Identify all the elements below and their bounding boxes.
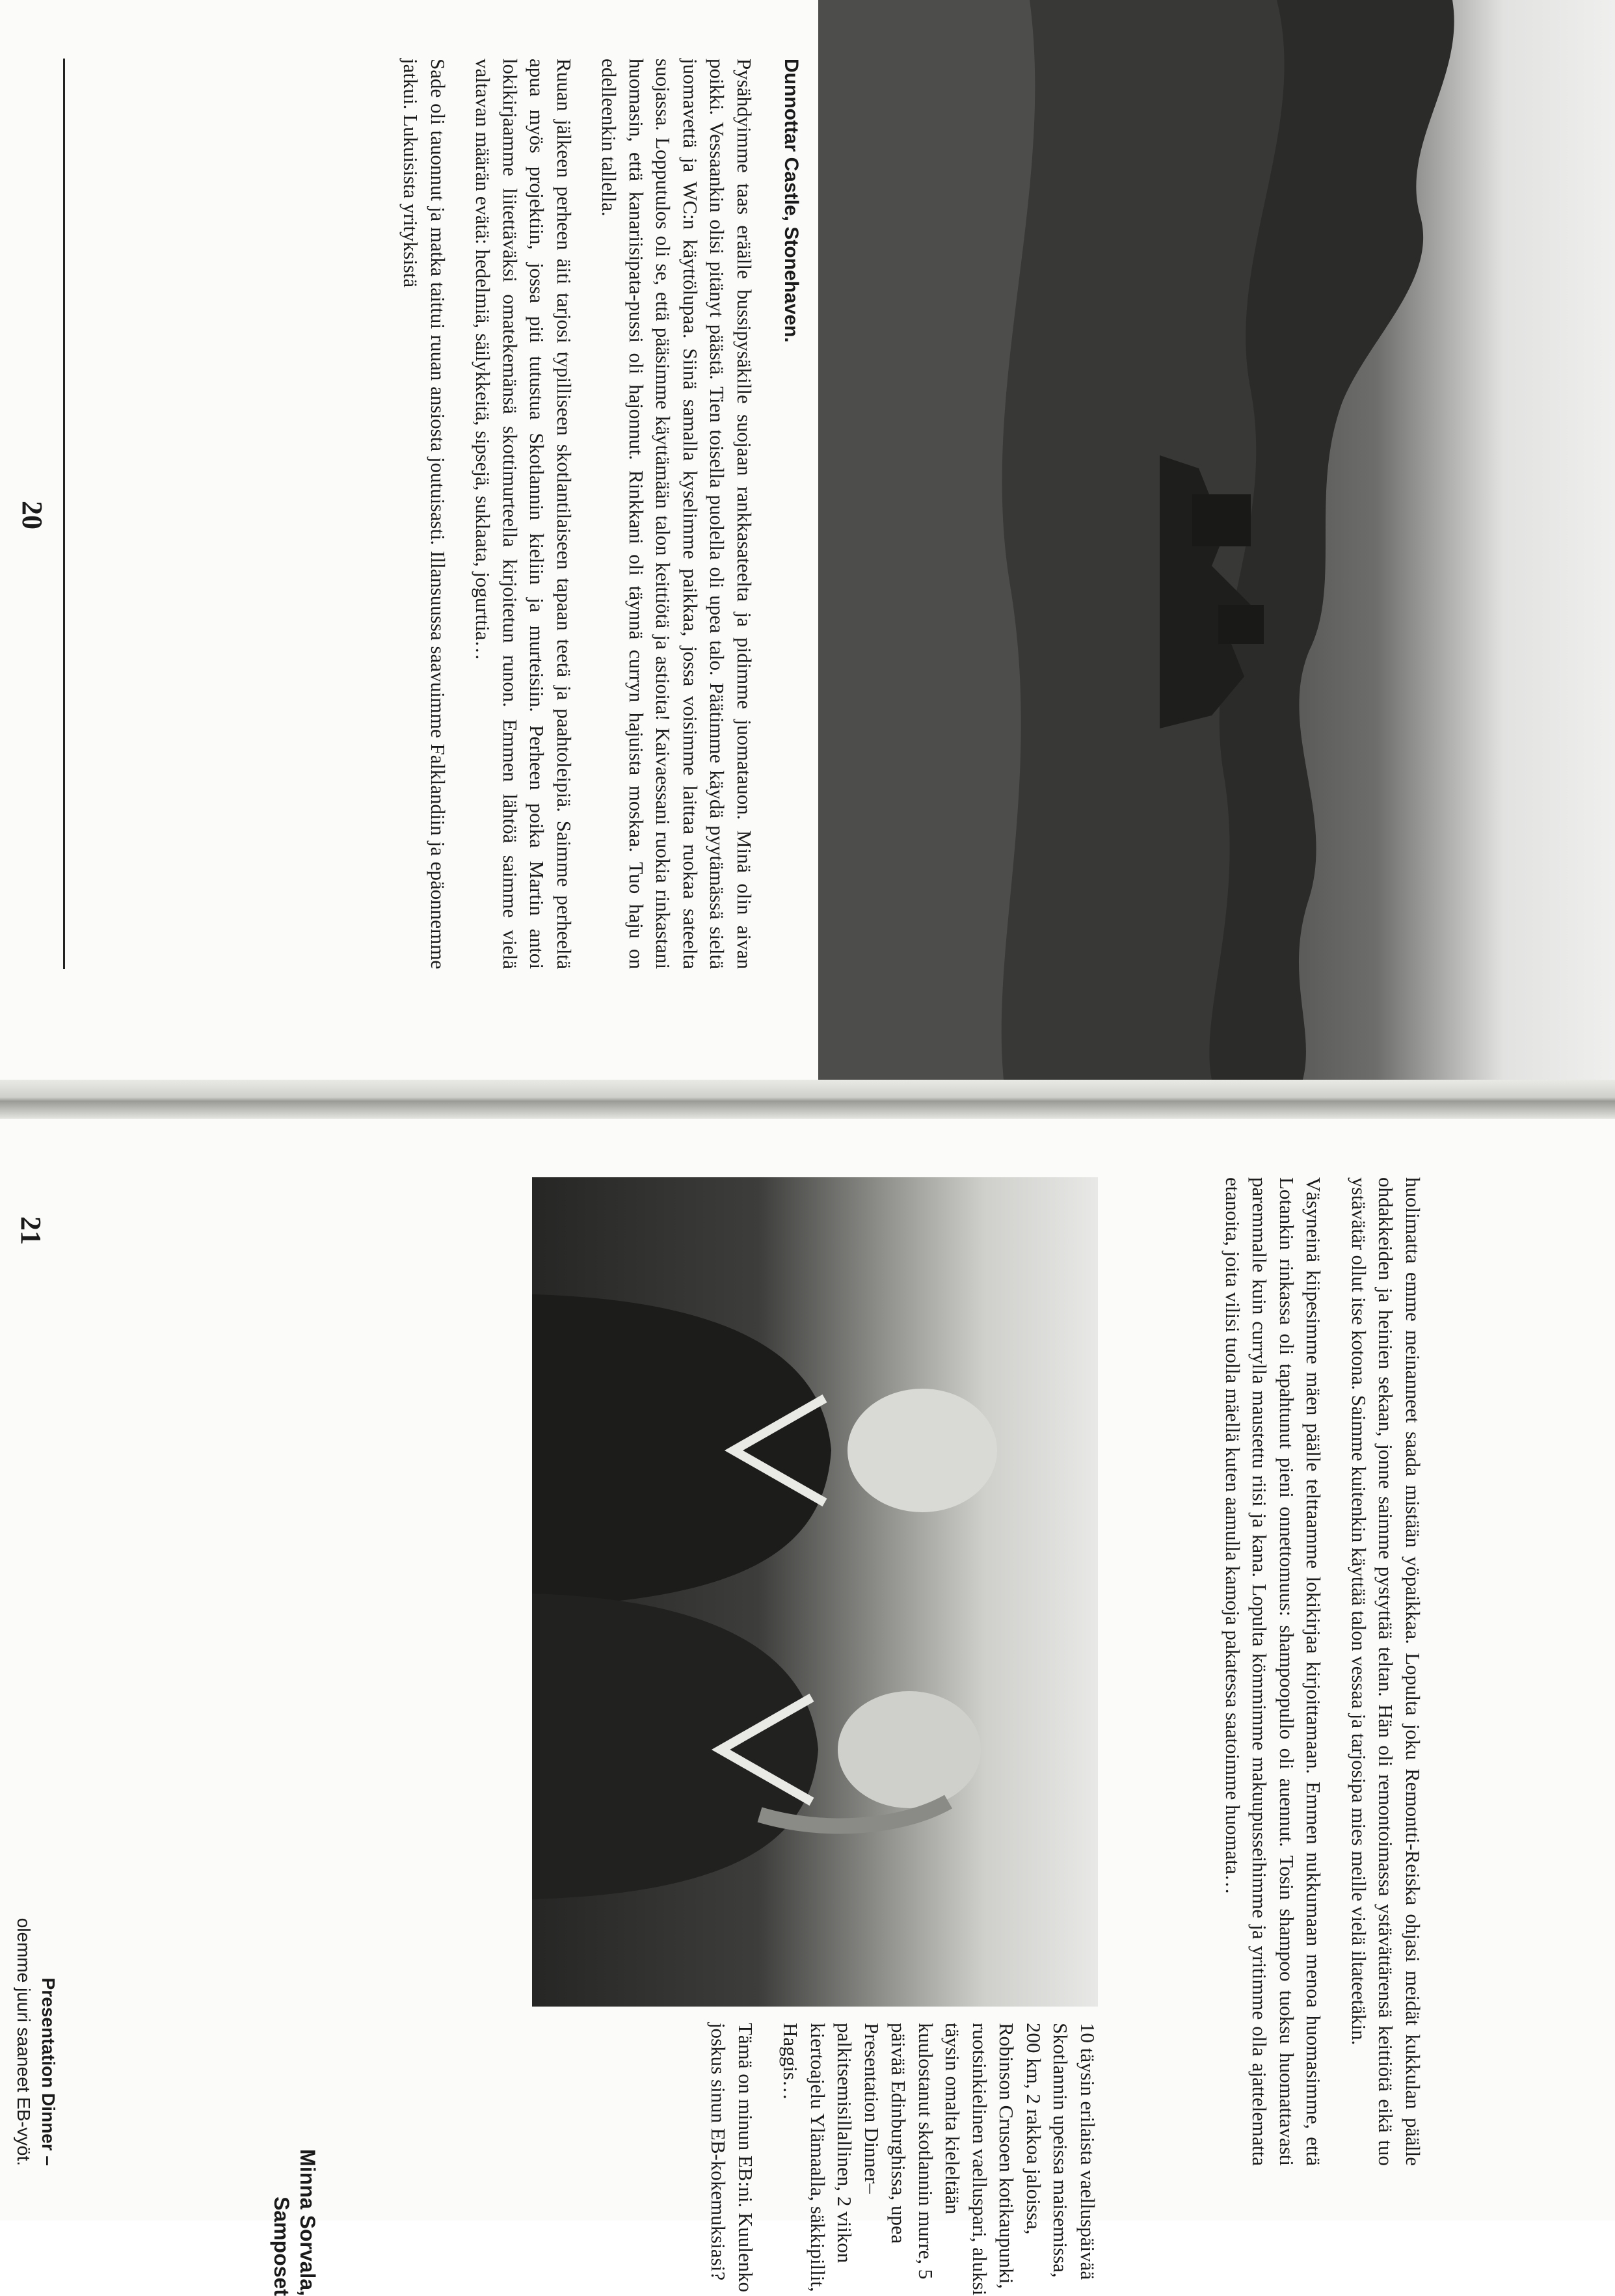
page-number-20: 20 — [16, 501, 48, 529]
dinner-photo-art — [532, 1177, 1098, 2007]
page-20 — [0, 0, 1615, 1080]
page-21-body — [1201, 1177, 1427, 2166]
paragraph-3: Sade oli tauonnut ja matka taittui ruuan ansiosta joutuisasti. Illansuussa saavuimme Falklandiin ja epäonnemme jatkui. Lukuisista yrityksistä — [399, 59, 449, 969]
castle-photo — [818, 0, 1615, 1080]
signature — [269, 2023, 321, 2296]
paragraph-5: Väsyneinä kiipesimme mäen päälle telttaamme lokikirjaa kirjoittamaan. Emmen nukkumaan menoa huomasimme, että Lotankin rinkassa oli tapahtunut pieni onnettomuus: shampoopullo oli auennut. Tosin shampoo tuoksu huomattavasti paremmalle kuin currylla maustettu riisi ja kana. Lopulta kömmimme makuupusseihimme ja yritimme olla ajattelematta etanoita, joita vilisi tuolla mäellä kuten aamulla kamoja pakatessa saatoimme huomata… — [1221, 1177, 1326, 2166]
paragraph-1: Pysähdyimme taas eräälle bussipysäkille suojaan rankkasateelta ja pidimme juomatauon. Minä olin aivan poikki. Vessaankin olisi pitänyt päästä. Tien toisella puolella oli upea talo. Päätimme käydä pyytämässä sieltä juomavettä ja WC:n käyttölupaa. Siinä samalla kyselimme paikkaa, jossa voisimme laittaa ruokaa sateelta suojassa. Lopputulos oli se, että pääsimme käyttämään talon keittiötä ja astioita! Kaivaessani ruokia rinkastani huomasin, että kanariisipata-pussi oli hajonnut. Rinkkani oli täynnä curryn hajuista moskaa. Tuo haju on edelleenkin tallella. — [598, 59, 756, 969]
castle-photo-art — [818, 0, 1615, 1080]
closing-paragraph: Tämä on minun EB:ni. Kuulenko joskus sinun EB-kokemuksiasi? — [707, 2023, 757, 2293]
dinner-caption-text: olemme juuri saaneet EB-vyöt. — [14, 1917, 34, 2166]
dinner-photo — [532, 1177, 1098, 2007]
paragraph-2: Ruuan jälkeen perheen äiti tarjosi typilliseen skotlantilaiseen tapaan teetä ja paahtoleipiä. Saimme perheeltä apua myös projektiin, jossa piti tutustua Skotlannin kieliin ja murteisiin. Perheen poika Martin antoi lokikirjaamme liitettäväksi omatekemänsä skottimurteella kirjoitetun runon. Emmen lähtöä saimme vielä valtavan määrän evätä: hedelmiä, säilykkeitä, sipsejä, suklaata, jogurttia… — [472, 59, 576, 969]
page-number-21: 21 — [15, 1216, 47, 1245]
dinner-caption — [11, 1483, 60, 2166]
summary-column — [687, 2023, 1101, 2296]
paragraph-4: huolimatta emme meinanneet saada mistään yöpaikkaa. Lopulta joku Remontti-Reiska ohjasi meidät kukkulan päälle ohdakkeiden ja heinien sekaan, jonne saimme pystyttää teltan. Hän oli remontoimassa ystävättärensä keittiötä eikä tuo ystävätär ollut itse kotona. Saimme kuitenkin käyttää talon vessaa ja tarjosipa mies meille vielä iltateetäkin. — [1348, 1177, 1424, 2166]
page-21 — [0, 1119, 1615, 2296]
signature-group: Samposet — [270, 2196, 293, 2296]
castle-caption: Dunnottar Castle, Stonehaven. — [781, 59, 802, 343]
summary-paragraph: 10 täysin erilaista vaelluspäivää Skotlannin upeissa maisemissa, 200 km, 2 rakkoa jaloissa, Robinson Crusoen kotikaupunki, ruotsinkielinen vaelluspari, aluksi täysin omalta kieleltään kuulostanut skotlannin murre, 5 päivää Edinburghissa, upea Presentation Dinner–palkitsemisillallinen, 2 viikon kiertoajelu Ylämaalla, säkkipillit, Haggis… — [779, 2023, 1099, 2296]
page-20-body — [379, 59, 758, 969]
dinner-caption-title: Presentation Dinner – — [38, 1977, 59, 2166]
binding-fold — [0, 1080, 1615, 1119]
signature-name: Minna Sorvala, — [296, 2149, 319, 2296]
page-20-bottom-rule — [63, 59, 65, 969]
